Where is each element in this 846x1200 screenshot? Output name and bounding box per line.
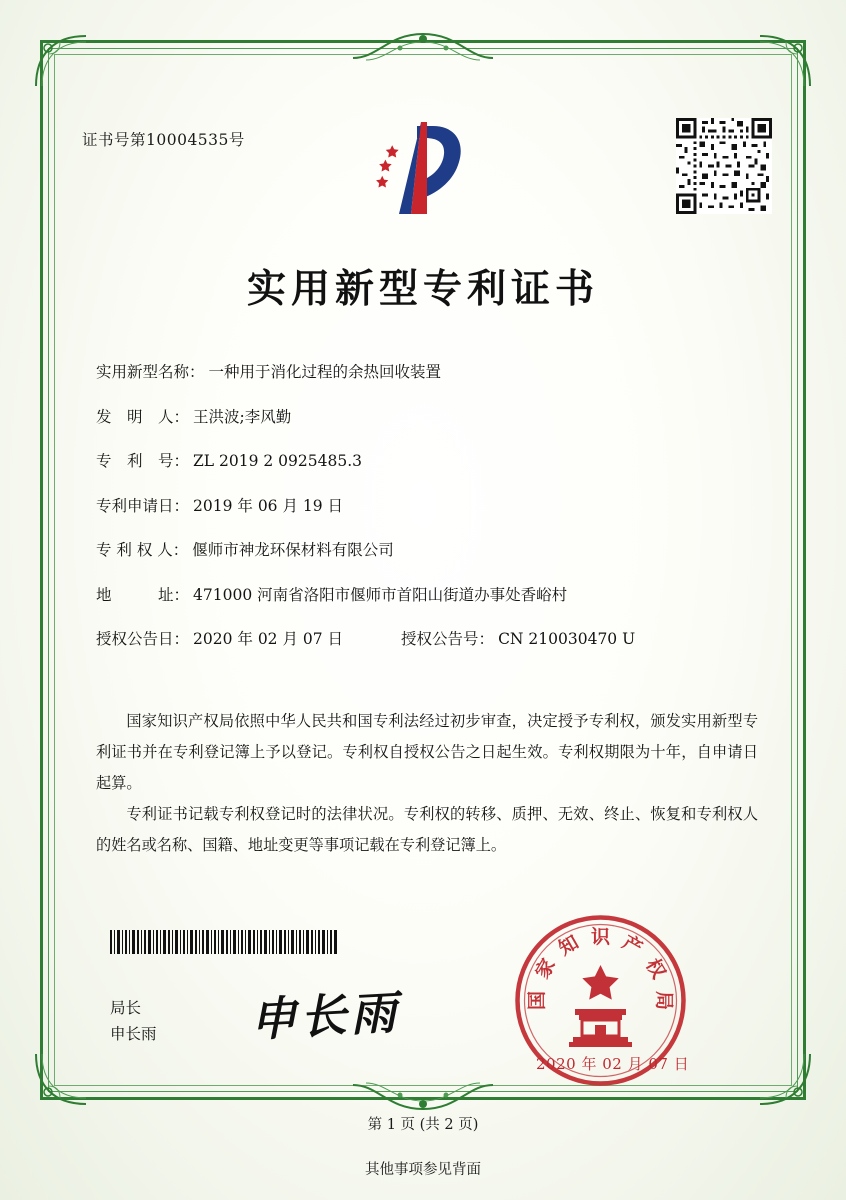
- field-label-grant-date: 授权公告日：: [96, 630, 190, 648]
- field-label: 地 址：: [96, 585, 190, 604]
- field-row-grant-announcement: [96, 627, 756, 649]
- paragraph-2: 专利证书记载专利权登记时的法律状况。专利权的转移、质押、无效、终止、恢复和专利权人的姓名或名称、国籍、地址变更等事项记载在专利登记簿上。: [96, 805, 758, 854]
- field-value: 王洪波;李风勤: [193, 407, 292, 426]
- field-label: 发 明 人：: [96, 407, 190, 426]
- field-row-patent-number: [96, 449, 756, 471]
- field-label: 实用新型名称：: [96, 363, 205, 381]
- legal-text-block: [96, 706, 758, 861]
- field-value: ZL 2019 2 0925485.3: [193, 452, 362, 470]
- svg-text:识: 识: [590, 926, 611, 948]
- svg-text:局: 局: [653, 990, 675, 1011]
- director-title-label: 局长: [110, 999, 142, 1017]
- field-label: 专利申请日：: [96, 496, 190, 515]
- barcode: [110, 930, 338, 954]
- director-name-label: 申长雨: [110, 1025, 157, 1043]
- page-number-footer: 第 1 页 (共 2 页): [367, 1117, 479, 1133]
- seal-date: 2020 年 02 月 07 日: [536, 1055, 690, 1073]
- field-list: [96, 360, 756, 672]
- bottom-center-ornament: [348, 1070, 498, 1115]
- handwritten-signature: 申长雨: [248, 985, 402, 1047]
- paragraph-1: 国家知识产权局依照中华人民共和国专利法经过初步审查，决定授予专利权，颁发实用新型专利证书并在专利登记簿上予以登记。专利权自授权公告之日起生效。专利权期限为十年，自申请日起算。: [96, 712, 758, 792]
- svg-text:知: 知: [555, 931, 583, 960]
- field-row-patentee: [96, 538, 756, 560]
- field-label: 专 利 号：: [96, 452, 190, 470]
- field-value-grant-date: 2020 年 02 月 07 日: [193, 630, 344, 648]
- field-row-application-date: [96, 494, 756, 516]
- signature-labels: [110, 995, 157, 1047]
- field-value: 偃师市神龙环保材料有限公司: [192, 541, 394, 559]
- field-label: 专 利 权 人：: [96, 541, 189, 559]
- field-row-utility-model-name: [96, 360, 756, 382]
- field-label-grant-number: 授权公告号：: [401, 630, 495, 648]
- svg-text:国: 国: [526, 990, 548, 1011]
- cnipa-logo-icon: [355, 118, 475, 223]
- certificate-number: 证书号第10004535号: [82, 131, 245, 149]
- field-value: 2019 年 06 月 19 日: [193, 496, 344, 515]
- svg-text:家: 家: [531, 955, 560, 983]
- field-value: 一种用于消化过程的余热回收装置: [208, 363, 442, 381]
- field-row-inventor: [96, 405, 756, 427]
- field-row-address: [96, 583, 756, 605]
- field-value-grant-number: CN 210030470 U: [498, 630, 636, 648]
- page-title: 实用新型专利证书: [246, 266, 599, 312]
- field-value: 471000 河南省洛阳市偃师市首阳山街道办事处香峪村: [193, 585, 568, 604]
- qr-code: [676, 118, 772, 214]
- top-center-ornament: [348, 28, 498, 73]
- back-side-note: 其他事项参见背面: [365, 1162, 481, 1178]
- svg-text:产: 产: [618, 931, 646, 960]
- svg-text:权: 权: [641, 955, 670, 983]
